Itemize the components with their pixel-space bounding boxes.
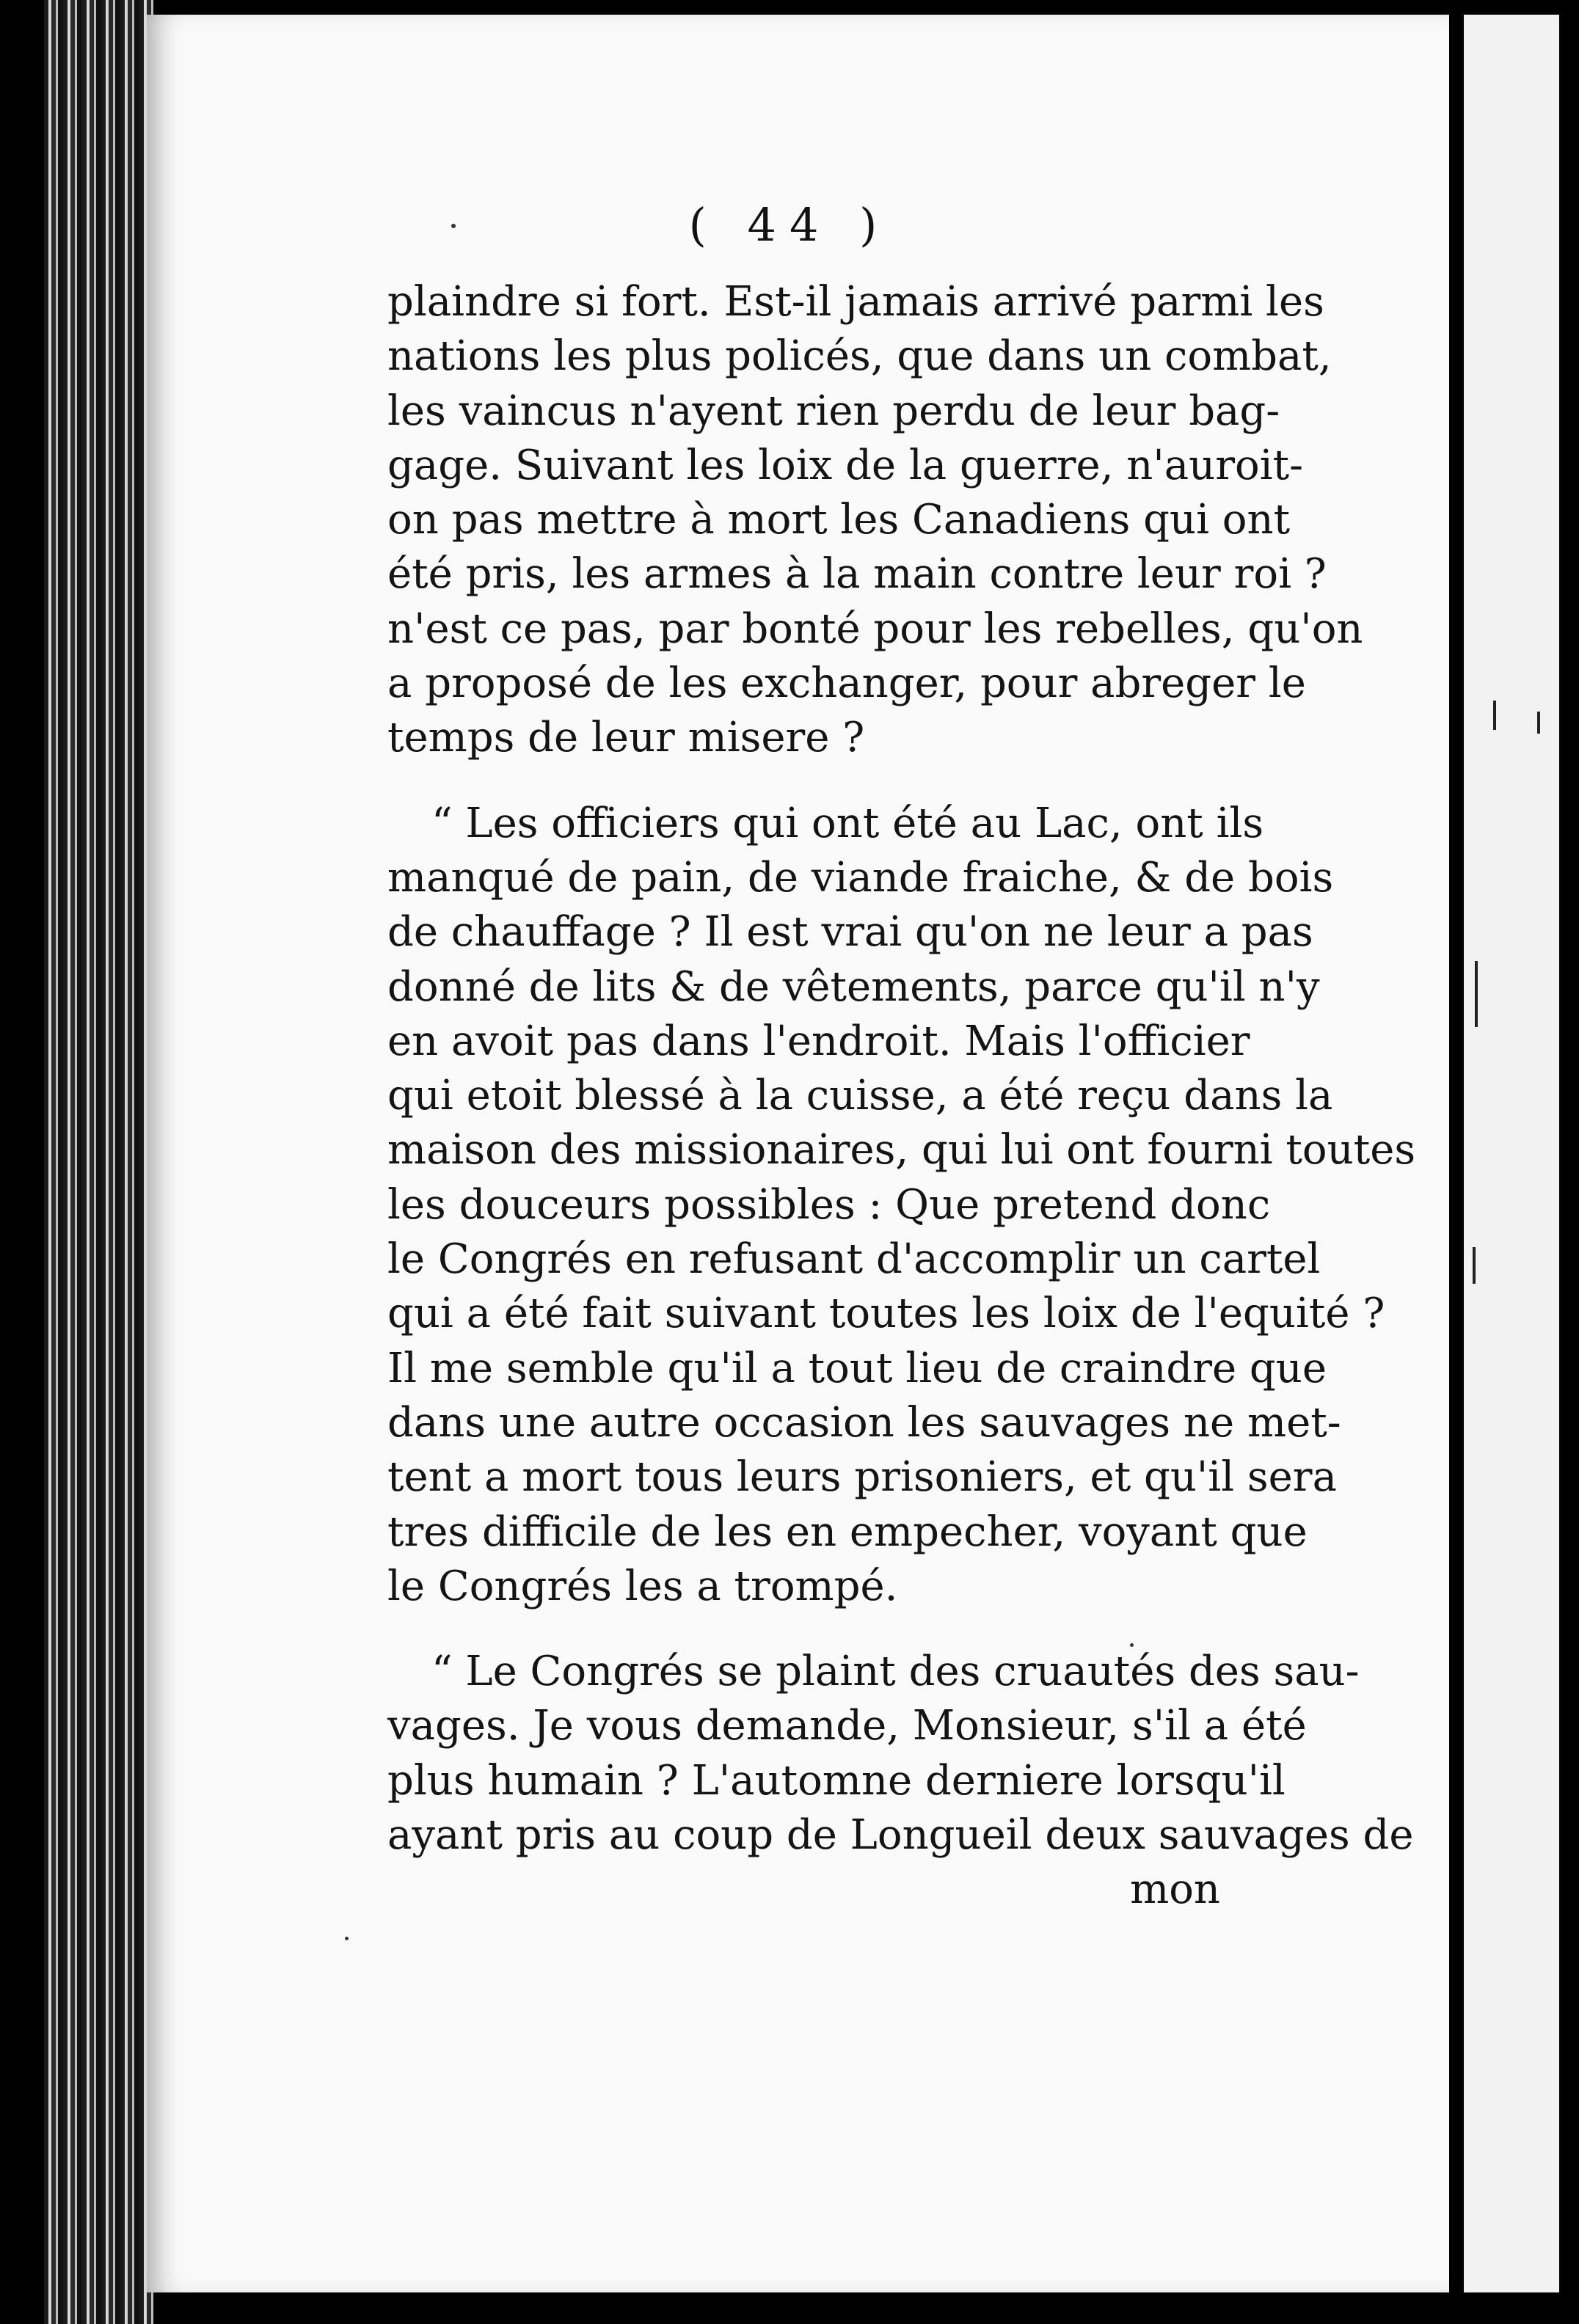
text-line: les douceurs possibles : Que pretend donc	[387, 1180, 1271, 1229]
scan-speck	[451, 224, 456, 228]
text-line: “ Le Congrés se plaint des cruautés des sau-	[431, 1648, 1360, 1696]
facing-page-strip	[1464, 15, 1559, 2292]
catchword: mon	[1130, 1866, 1220, 1914]
text-line: dans une autre occasion les sauvages ne met-	[387, 1398, 1341, 1447]
text-line: “ Les officiers qui ont été au Lac, ont ils	[431, 799, 1264, 847]
text-line: tent a mort tous leurs prisoniers, et qu'il sera	[387, 1453, 1337, 1502]
text-line: les vaincus n'ayent rien perdu de leur bag-	[387, 387, 1280, 435]
text-line: maison des missionaires, qui lui ont fourni toutes	[387, 1126, 1416, 1174]
text-line: Il me semble qu'il a tout lieu de craindre que	[387, 1344, 1327, 1392]
scan-speck	[345, 1937, 349, 1940]
body-text	[387, 275, 1416, 1918]
text-line: le Congrés en refusant d'accomplir un cartel	[387, 1235, 1321, 1284]
text-line: n'est ce pas, par bonté pour les rebelles, qu'on	[387, 604, 1363, 653]
text-line: manqué de pain, de viande fraiche, & de bois	[387, 853, 1334, 902]
book-binding-edge	[44, 0, 154, 2324]
text-line: on pas mettre à mort les Canadiens qui ont	[387, 496, 1291, 544]
text-line: de chauffage ? Il est vrai qu'on ne leur a pas	[387, 908, 1313, 957]
text-line: ayant pris au coup de Longueil deux sauvages de	[387, 1811, 1414, 1860]
text-line: gage. Suivant les loix de la guerre, n'auroit-	[387, 441, 1304, 489]
text-line: plaindre si fort. Est-il jamais arrivé parmi les	[387, 278, 1324, 326]
text-line: vages. Je vous demande, Monsieur, s'il a été	[387, 1702, 1307, 1750]
text-line: tres difficile de les en empecher, voyant que	[387, 1508, 1308, 1556]
page-number: ( 44 )	[688, 198, 891, 252]
text-line: temps de leur misere ?	[387, 714, 865, 762]
paragraph-3	[387, 1645, 1414, 1863]
paragraph-1	[387, 275, 1363, 766]
page-right-edge	[1449, 15, 1464, 2292]
text-line: en avoit pas dans l'endroit. Mais l'officier	[387, 1017, 1250, 1065]
text-line: nations les plus policés, que dans un combat,	[387, 332, 1332, 381]
scan-speck	[1130, 1643, 1134, 1647]
text-line: a proposé de les exchanger, pour abreger le	[387, 659, 1306, 708]
text-line: le Congrés les a trompé.	[387, 1562, 898, 1610]
text-line: qui a été fait suivant toutes les loix de l'equité ?	[387, 1290, 1385, 1338]
paragraph-2	[387, 797, 1416, 1614]
text-line: été pris, les armes à la main contre leur roi ?	[387, 550, 1327, 599]
text-line: qui etoit blessé à la cuisse, a été reçu dans la	[387, 1072, 1333, 1120]
text-line: plus humain ? L'automne derniere lorsqu'il	[387, 1756, 1286, 1805]
text-line: donné de lits & de vêtements, parce qu'il n'y	[387, 962, 1320, 1011]
